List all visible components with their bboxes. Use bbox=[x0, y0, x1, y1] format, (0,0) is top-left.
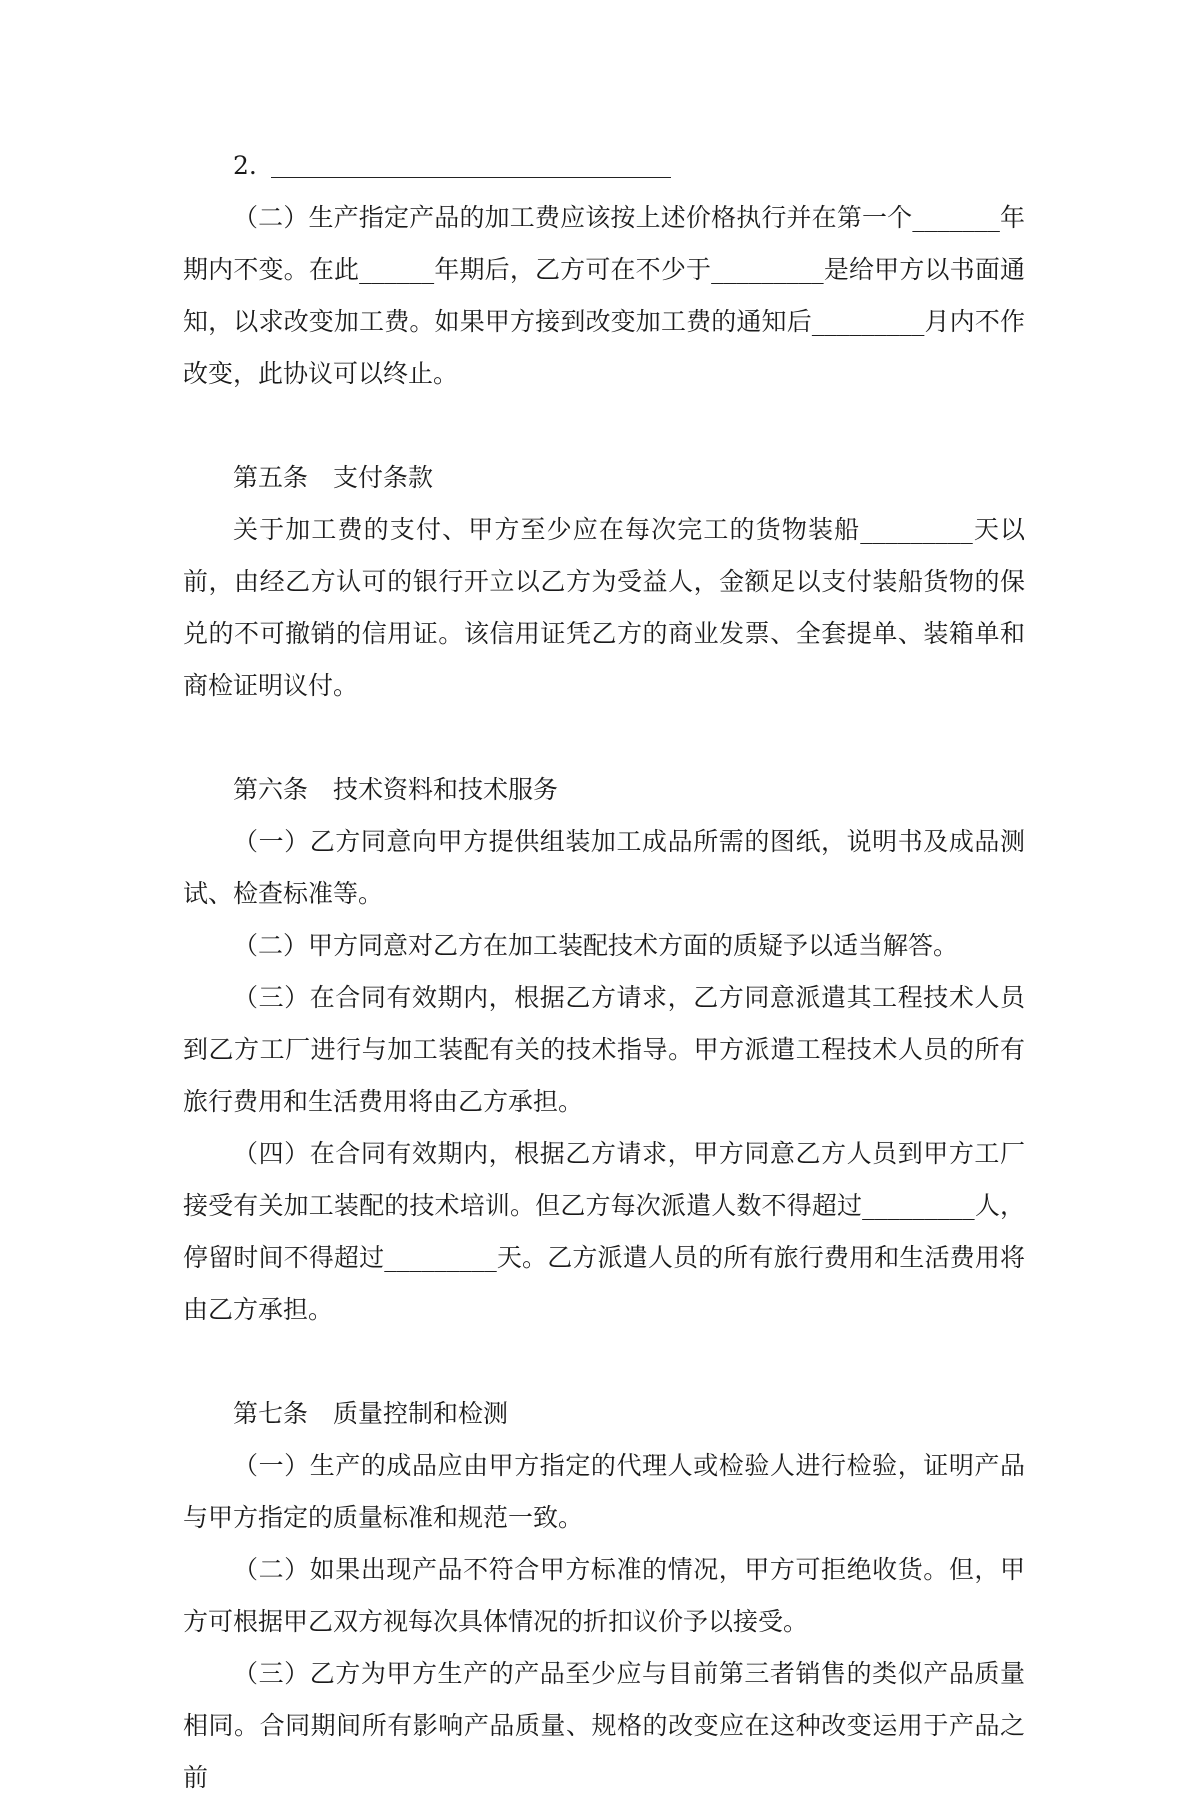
item-number: 2. bbox=[233, 151, 257, 180]
clause-7-paragraph-3: （三）乙方为甲方生产的产品至少应与目前第三者销售的类似产品质量相同。合同期间所有影响产品质量、规格的改变应在这种改变运用于产品之前 bbox=[183, 1659, 1025, 1792]
clause-4-paragraph-2: （二）生产指定产品的加工费应该按上述价格执行并在第一个_______年期内不变。在此______年期后，乙方可在不少于_________是给甲方以书面通知，以求改变加工费。如果甲方接到改变加工费的通知后_________月内不作改变，此协议可以终止。 bbox=[183, 203, 1025, 388]
section-gap bbox=[183, 1336, 1025, 1388]
section-gap bbox=[183, 712, 1025, 764]
clause-7-paragraph-1: （一）生产的成品应由甲方指定的代理人或检验人进行检验，证明产品与甲方指定的质量标准和规范一致。 bbox=[183, 1451, 1025, 1532]
section-gap bbox=[183, 400, 1025, 452]
clause-6-paragraph-2: （二）甲方同意对乙方在加工装配技术方面的质疑予以适当解答。 bbox=[233, 931, 959, 960]
section-5-title: 第五条 支付条款 bbox=[233, 463, 434, 492]
clause-6-paragraph-3: （三）在合同有效期内，根据乙方请求，乙方同意派遣其工程技术人员到乙方工厂进行与加工装配有关的技术指导。甲方派遣工程技术人员的所有旅行费用和生活费用将由乙方承担。 bbox=[183, 983, 1025, 1116]
section-6-title: 第六条 技术资料和技术服务 bbox=[233, 775, 559, 804]
clause-6-paragraph-1: （一）乙方同意向甲方提供组装加工成品所需的图纸，说明书及成品测试、检查标准等。 bbox=[183, 827, 1025, 908]
clause-7-paragraph-2: （二）如果出现产品不符合甲方标准的情况，甲方可拒绝收货。但，甲方可根据甲乙双方视每次具体情况的折扣议价予以接受。 bbox=[183, 1555, 1025, 1636]
clause-5-paragraph-1: 关于加工费的支付、甲方至少应在每次完工的货物装船_________天以前，由经乙方认可的银行开立以乙方为受益人，金额足以支付装船货物的保兑的不可撤销的信用证。该信用证凭乙方的商业发票、全套提单、装箱单和商检证明议付。 bbox=[183, 515, 1025, 700]
document-body bbox=[183, 140, 1025, 1804]
section-7-title: 第七条 质量控制和检测 bbox=[233, 1399, 509, 1428]
clause-6-paragraph-4: （四）在合同有效期内，根据乙方请求，甲方同意乙方人员到甲方工厂接受有关加工装配的技术培训。但乙方每次派遣人数不得超过_________人，停留时间不得超过_________天。乙方派遣人员的所有旅行费用和生活费用将由乙方承担。 bbox=[183, 1139, 1025, 1324]
list-item-2 bbox=[183, 140, 1025, 192]
blank-line bbox=[271, 176, 671, 178]
